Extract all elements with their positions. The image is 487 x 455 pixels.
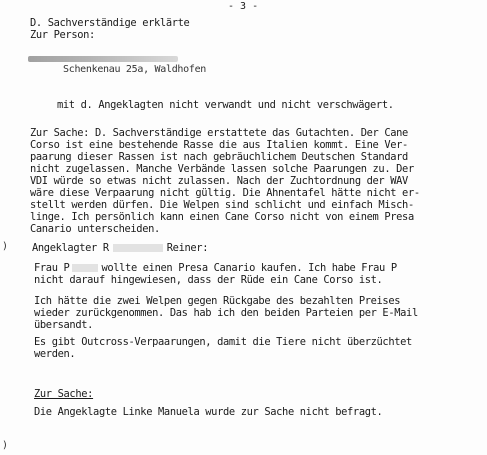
statement-line: Frau P wollte einen Presa Canario kaufen. Ich habe Frau P [34, 262, 397, 274]
matter-line: nicht zugelassen. Manche Verbände lassen solche Paarungen zu. Der [30, 163, 414, 175]
matter-line: Canario unterscheiden. [30, 223, 160, 235]
matter-line: wäre diese Verpaarung nicht gültig. Die Ahnentafel hätte nicht er- [30, 187, 420, 199]
defendant-label: Angeklagter R Reiner: [32, 242, 209, 254]
matter-line: Corso ist eine bestehende Rasse die aus Italien kommt. Eine Ver- [30, 139, 408, 151]
statement-line: werden. [34, 348, 76, 360]
matter-line: Zur Sache: D. Sachverständige erstattete das Gutachten. Der Cane [30, 127, 408, 139]
page-number: - 3 - [228, 1, 259, 12]
matter-line: VDI würde so etwas nicht zulassen. Nach der Zuchtordnung der WAV [30, 175, 408, 187]
statement-line: nicht darauf hingewiesen, dass der Rüde ein Cane Corso ist. [34, 274, 383, 286]
statement-line: wieder zurückgenommen. Das hab ich den beiden Parteien per E-Mail [34, 307, 418, 319]
closing-statement: Die Angeklagte Linke Manuela wurde zur Sache nicht befragt. [34, 406, 383, 418]
margin-mark: ) [2, 440, 9, 451]
not-related-statement: mit d. Angeklagten nicht verwandt und nicht verschwägert. [57, 99, 394, 111]
expert-heading: D. Sachverständige erklärte [30, 17, 190, 29]
statement-line: übersandt. [34, 319, 94, 331]
person-label: Zur Person: [30, 29, 95, 41]
statement-line: Es gibt Outcross-Verpaarungen, damit die Tiere nicht überzüchtet [34, 336, 412, 348]
person-address: Schenkenau 25a, Waldhofen [63, 64, 207, 75]
matter-line: paarung dieser Rassen ist nach gebräuchlichem Deutschen Standard [30, 151, 408, 163]
second-matter-label: Zur Sache: [34, 388, 94, 400]
margin-mark: ) [2, 241, 9, 252]
matter-line: stellt werden dürfen. Die Welpen sind schlicht und einfach Misch- [30, 199, 414, 211]
statement-line: Ich hätte die zwei Welpen gegen Rückgabe des bezahlten Preises [34, 295, 401, 307]
matter-line: linge. Ich persönlich kann einen Cane Corso nicht von einem Presa [30, 211, 414, 223]
